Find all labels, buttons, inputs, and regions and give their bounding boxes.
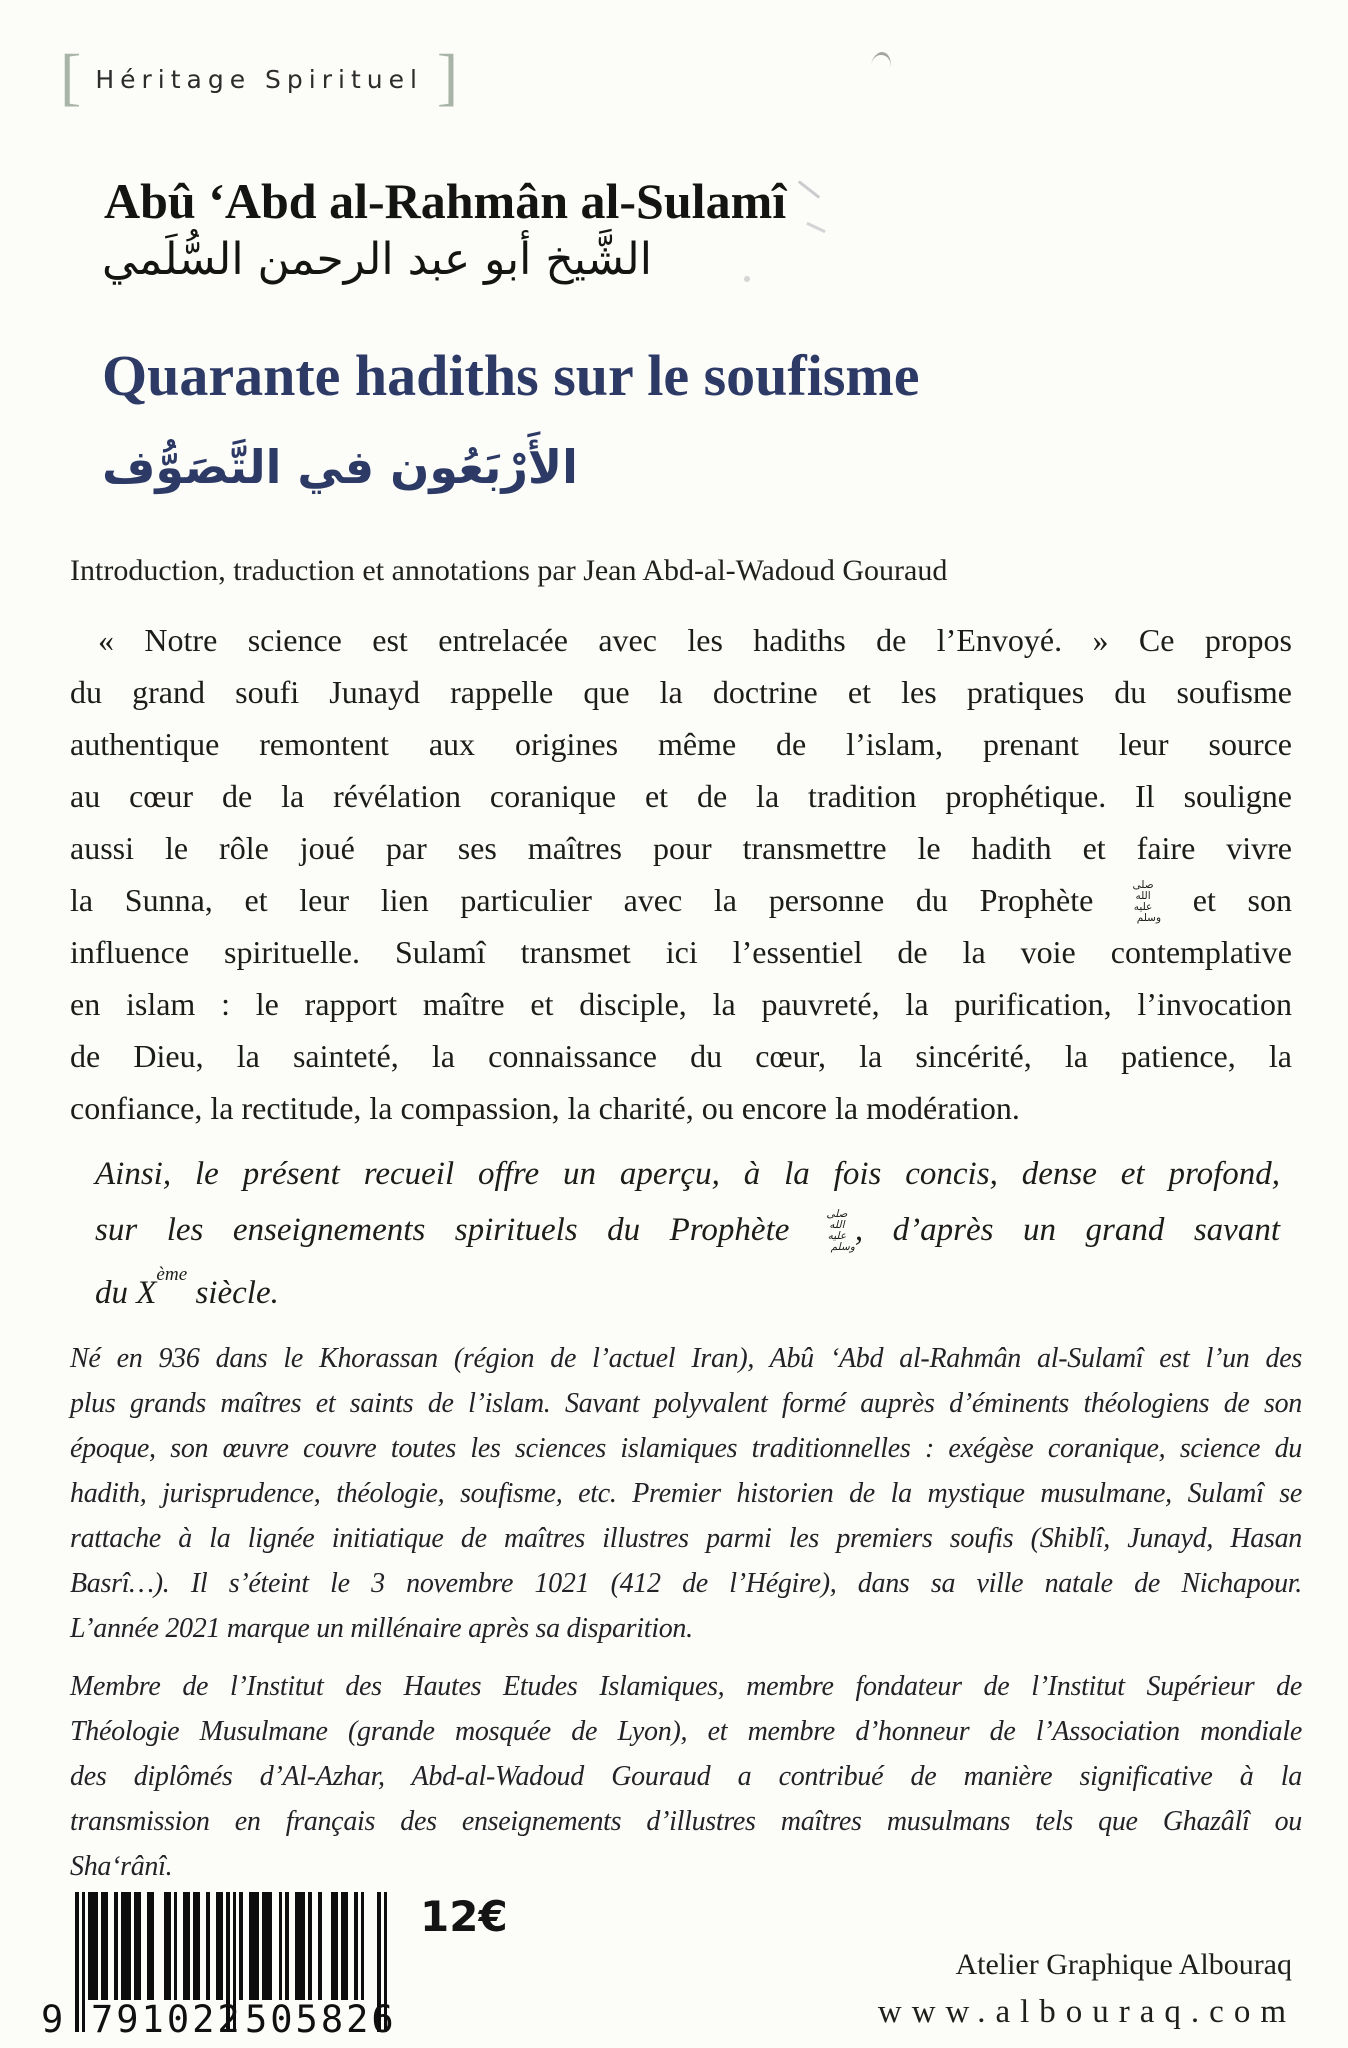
barcode-bar xyxy=(101,1892,108,2000)
prophet-honorific-mark: صلى الله عليه وسلم xyxy=(1132,878,1162,924)
barcode-bar xyxy=(285,1892,289,2000)
author-bio xyxy=(70,1336,1302,1651)
text-line: Sha‘rânî. xyxy=(70,1851,173,1882)
barcode-bar xyxy=(279,1892,283,2000)
book-title-arabic: الأَرْبَعُون في التَّصَوُّف xyxy=(102,440,578,494)
synopsis xyxy=(70,614,1292,1134)
barcode-bar xyxy=(341,1892,348,2000)
text-line: Ainsi, le présent recueil offre un aperçu, à la fois concis, dense et profond, xyxy=(95,1156,1280,1192)
text-line: Théologie Musulmane (grande mosquée de Lyon), et membre d’honneur de l’Association mondiale xyxy=(70,1716,1302,1747)
badge-bracket-right: ] xyxy=(436,41,459,112)
collection-badge-label: Héritage Spirituel xyxy=(95,64,423,94)
text-line: en islam : le rapport maître et disciple, la pauvreté, la purification, l’invocation xyxy=(70,986,1292,1022)
text-line: plus grands maîtres et saints de l’islam. Savant polyvalent formé auprès d’éminents théologiens de son xyxy=(70,1388,1302,1419)
text-line: « Notre science est entrelacée avec les hadiths de l’Envoyé. » Ce propos xyxy=(98,622,1292,658)
barcode-bar xyxy=(331,1892,338,2000)
author-name-arabic: الشَّيخ أبو عبد الرحمن السُّلَمي xyxy=(102,234,652,285)
barcode-bar xyxy=(183,1892,190,2000)
text-line: sur les enseignements spirituels du Prophète صلى الله عليه وسلم, d’après un grand savant xyxy=(95,1207,1280,1253)
text-line: hadith, jurisprudence, théologie, soufisme, etc. Premier historien de la mystique musulmane, Sulamî se xyxy=(70,1478,1302,1509)
scan-artifact xyxy=(798,180,820,198)
text-line: authentique remontent aux origines même de l’islam, prenant leur source xyxy=(70,726,1292,762)
text-line: du Xème siècle. xyxy=(95,1264,279,1311)
barcode-bar xyxy=(206,1892,210,2000)
author-name: Abû ‘Abd al-Rahmân al-Sulamî xyxy=(104,173,787,229)
barcode-bar xyxy=(361,1892,365,2000)
scan-artifact xyxy=(744,276,750,282)
text-line: du grand soufi Junayd rappelle que la doctrine et les pratiques du soufisme xyxy=(70,674,1292,710)
text-line: transmission en français des enseignements d’illustres maîtres musulmans tels que Ghazâlî ou xyxy=(70,1806,1302,1837)
text-line: L’année 2021 marque un millénaire après sa disparition. xyxy=(70,1613,693,1644)
translator-credit: Introduction, traduction et annotations par Jean Abd-al-Wadoud Gouraud xyxy=(70,554,948,587)
barcode-bars xyxy=(75,1892,387,2000)
barcode-digits xyxy=(41,1996,397,2042)
text-line: confiance, la rectitude, la compassion, la charité, ou encore la modération. xyxy=(70,1090,1020,1126)
text-line: de Dieu, la sainteté, la connaissance du cœur, la sincérité, la patience, la xyxy=(70,1038,1292,1074)
highlight-paragraph xyxy=(95,1146,1280,1321)
barcode-bar xyxy=(114,1892,118,2000)
text-line: la Sunna, et leur lien particulier avec la personne du Prophète صلى الله عليه وسلم et son xyxy=(70,878,1293,924)
prophet-honorific-mark: صلى الله عليه وسلم xyxy=(826,1207,855,1253)
barcode-bar xyxy=(147,1892,154,2000)
price-label: 12€ xyxy=(420,1892,508,1941)
text-line: influence spirituelle. Sulamî transmet ici l’essentiel de la voie contemplative xyxy=(70,934,1292,970)
barcode xyxy=(41,1892,397,2042)
barcode-bar xyxy=(239,1892,243,2000)
barcode-bar xyxy=(121,1892,131,2000)
barcode-bar xyxy=(308,1892,312,2000)
barcode-bar xyxy=(262,1892,272,2000)
barcode-bar xyxy=(354,1892,358,2000)
barcode-bar xyxy=(249,1892,259,2000)
text-line: des diplômés d’Al-Azhar, Abd-al-Wadoud Gouraud a contribué de manière significative à la xyxy=(70,1761,1302,1792)
barcode-bar xyxy=(164,1892,171,2000)
barcode-digit-lead: 9 xyxy=(41,1998,64,2041)
barcode-bar xyxy=(295,1892,305,2000)
barcode-bar xyxy=(216,1892,223,2000)
website-url: www.albouraq.com xyxy=(877,1994,1296,2030)
barcode-bar xyxy=(88,1892,98,2000)
text-line: époque, son œuvre couvre toutes les sciences islamiques traditionnelles : exégèse coranique, science du xyxy=(70,1433,1302,1464)
barcode-bar xyxy=(134,1892,141,2000)
collection-badge xyxy=(60,41,459,112)
text-line: Membre de l’Institut des Hautes Etudes Islamiques, membre fondateur de l’Institut Supérieur de xyxy=(70,1671,1302,1702)
barcode-bar xyxy=(174,1892,178,2000)
studio-credit: Atelier Graphique Albouraq xyxy=(955,1948,1292,1981)
barcode-bar xyxy=(318,1892,322,2000)
scan-artifact xyxy=(871,50,893,68)
barcode-digits-right: 505826 xyxy=(245,1998,397,2041)
text-line: aussi le rôle joué par ses maîtres pour transmettre le hadith et faire vivre xyxy=(70,830,1292,866)
text-line: Basrî…). Il s’éteint le 3 novembre 1021 (412 de l’Hégire), dans sa ville natale de Nichapour. xyxy=(70,1568,1302,1599)
book-title: Quarante hadiths sur le soufisme xyxy=(102,343,920,408)
badge-bracket-left: [ xyxy=(60,41,82,112)
text-line: au cœur de la révélation coranique et de la tradition prophétique. Il souligne xyxy=(70,778,1292,814)
scan-artifact xyxy=(806,222,825,233)
text-line: rattache à la lignée initiatique de maîtres illustres parmi les premiers soufis (Shiblî, Junayd, Hasan xyxy=(70,1523,1302,1554)
barcode-digits-left: 791022 xyxy=(91,1998,243,2041)
barcode-bar xyxy=(193,1892,200,2000)
text-line: Né en 936 dans le Khorassan (région de l’actuel Iran), Abû ‘Abd al-Rahmân al-Sulamî est l’un des xyxy=(70,1343,1302,1374)
translator-bio xyxy=(70,1664,1302,1889)
